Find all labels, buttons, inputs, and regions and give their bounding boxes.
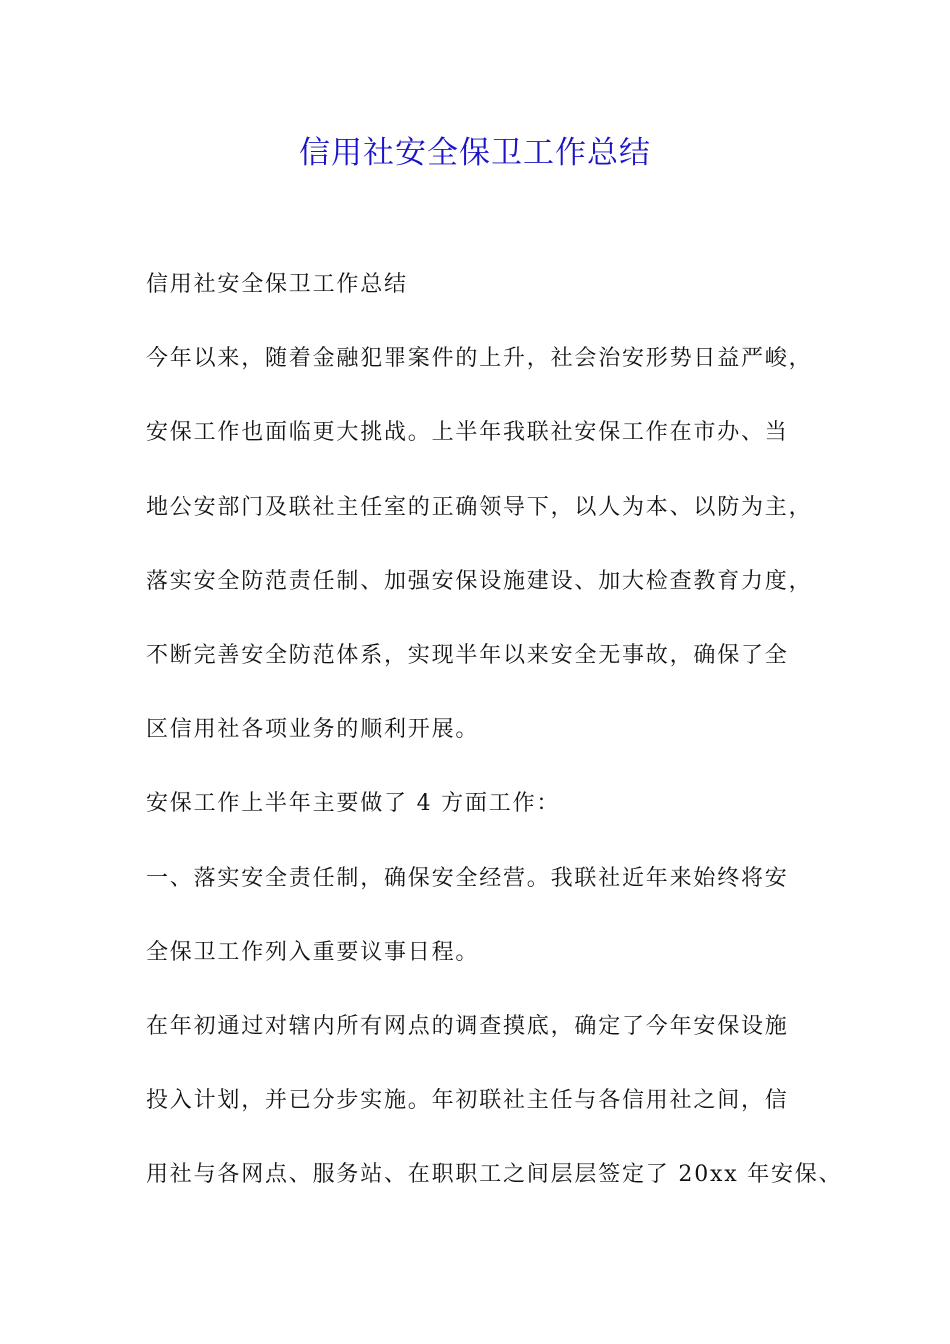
text-line: 落实安全防范责任制、加强安保设施建设、加大检查教育力度， xyxy=(146,568,813,594)
text-line: 投入计划，并已分步实施。年初联社主任与各信用社之间，信 xyxy=(146,1088,789,1114)
document-title: 信用社安全保卫工作总结 xyxy=(299,135,651,171)
text-line: 全保卫工作列入重要议事日程。 xyxy=(146,939,480,965)
text-line: 一、落实安全责任制，确保安全经营。我联社近年来始终将安 xyxy=(146,865,789,891)
text-line: 安保工作上半年主要做了 4 方面工作： xyxy=(146,791,561,817)
text-line: 地公安部门及联社主任室的正确领导下，以人为本、以防为主， xyxy=(146,494,813,520)
text-line: 区信用社各项业务的顺利开展。 xyxy=(146,717,480,743)
text-line: 安保工作也面临更大挑战。上半年我联社安保工作在市办、当 xyxy=(146,420,789,446)
text-line: 用社与各网点、服务站、在职职工之间层层签定了 20xx 年安保、 xyxy=(146,1162,843,1188)
text-line: 在年初通过对辖内所有网点的调查摸底，确定了今年安保设施 xyxy=(146,1013,789,1039)
text-line: 今年以来，随着金融犯罪案件的上升，社会治安形势日益严峻， xyxy=(146,346,813,372)
text-line: 信用社安全保卫工作总结 xyxy=(146,272,408,297)
text-line: 不断完善安全防范体系，实现半年以来安全无事故，确保了全 xyxy=(146,642,789,668)
document-body xyxy=(146,263,843,1227)
